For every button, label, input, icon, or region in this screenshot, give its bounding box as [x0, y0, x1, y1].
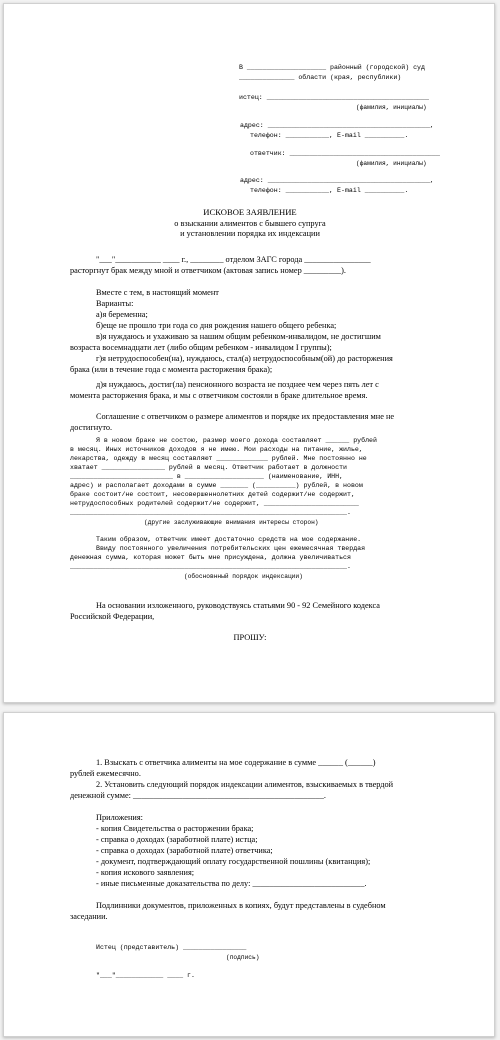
date-line: "___"____________ ____ г. — [96, 972, 195, 979]
paragraph-line: Подлинники документов, приложенных в копиях, будут представлены в судебном — [96, 901, 386, 910]
plaintiff-address: адрес: _________________________________________, — [240, 122, 434, 129]
paragraph-line: д)я нуждаюсь, достиг(ла) пенсионного возраста не позднее чем через пять лет с — [96, 380, 379, 389]
paragraph-line: ______________________________________________________________________. — [70, 563, 351, 570]
document-page-1 — [3, 3, 495, 703]
paragraph-line: в)я нуждаюсь и ухаживаю за нашим общим ребенком-инвалидом, не достигшим — [96, 332, 381, 341]
attachment-item: - справка о доходах (заработной плате) истца; — [96, 835, 258, 844]
paragraph-line: ______________________________________________________________________. — [70, 509, 351, 516]
attachment-item: - копия Свидетельства о расторжении брака; — [96, 824, 254, 833]
region-line: ______________ области (края, республики) — [239, 74, 402, 81]
paragraph-line: Таким образом, ответчик имеет достаточно средств на мое содержание. — [96, 536, 362, 543]
plaintiff-phone: телефон: ___________, E-mail __________. — [250, 132, 409, 139]
request-item: рублей ежемесячно. — [70, 769, 141, 778]
paragraph-line: достигнуто. — [70, 423, 113, 432]
request-item: 1. Взыскать с ответчика алименты на мое содержание в сумме ______ (______) — [96, 758, 376, 767]
paragraph-line: "___"___________ ____ г., ________ отделом ЗАГС города ________________ — [96, 255, 371, 264]
signature-line: Истец (представитель) ________________ — [96, 944, 247, 951]
attachments-title: Приложения: — [96, 813, 143, 822]
paragraph-line: адрес) и располагает доходами в сумме _______ (__________) рублей, в новом — [70, 482, 363, 489]
request-item: 2. Установить следующий порядок индексации алиментов, взыскиваемых в твердой — [96, 780, 394, 789]
court-line: В ____________________ районный (городской) суд — [239, 64, 425, 71]
signature-caption: (подпись) — [226, 954, 260, 961]
paragraph-line: лекарства, одежду в месяц составляют _____________ рублей. Мне постоянно не — [70, 455, 367, 462]
paragraph-line: Ввиду постоянного увеличения потребительских цен ежемесячная твердая — [96, 545, 366, 552]
paragraph-line: г)я нетрудоспособен(на), нуждаюсь, стал(а) нетрудоспособным(ой) до расторжения — [96, 354, 393, 363]
paragraph-line: брака (или в течение года с момента расторжения брака); — [70, 365, 273, 374]
defendant-address: адрес: _________________________________________, — [240, 177, 434, 184]
defendant-phone: телефон: ___________, E-mail __________. — [250, 187, 409, 194]
paragraph-line: браке состоит/не состоит, несовершеннолетних детей содержит/не содержит, — [70, 491, 355, 498]
document-page-2 — [3, 712, 495, 1037]
paragraph-line: в месяц. Иных источников доходов я не имею. Мои расходы на питание, жилье, — [70, 446, 363, 453]
paragraph-line: Я в новом браке не состою, размер моего дохода составляет ______ рублей — [96, 437, 377, 444]
paragraph-line: __________________________ в ____________________ (наименование, ИНН, — [70, 473, 344, 480]
field-caption: (другие заслуживающие внимания интересы сторон) — [144, 519, 319, 526]
paragraph-line: расторгнут брак между мной и ответчиком (актовая запись номер _________). — [70, 266, 346, 275]
paragraph-line: Российской Федерации, — [70, 612, 155, 621]
paragraph-line: хватает ________________ рублей в месяц. Ответчик работает в должности — [70, 464, 347, 471]
request-heading: ПРОШУ: — [233, 633, 267, 642]
paragraph-line: Варианты: — [96, 299, 134, 308]
document-subtitle: и установлении порядка их индексации — [180, 229, 320, 238]
paragraph-line: Вместе с тем, в настоящий момент — [96, 288, 219, 297]
paragraph-line: нетрудоспособных родителей содержит/не содержит, ________________________ — [70, 500, 359, 507]
paragraph-line: На основании изложенного, руководствуясь статьями 90 - 92 Семейного кодекса — [96, 601, 380, 610]
attachment-item: - документ, подтверждающий оплату государственной пошлины (квитанция); — [96, 857, 371, 866]
document-subtitle: о взыскании алиментов с бывшего супруга — [174, 219, 326, 228]
fio-caption: (фамилия, инициалы) — [356, 160, 427, 167]
attachment-item: - копия искового заявления; — [96, 868, 195, 877]
fio-caption: (фамилия, инициалы) — [356, 104, 427, 111]
field-caption: (обосновнный порядок индексации) — [184, 573, 303, 580]
attachment-item: - справка о доходах (заработной плате) ответчика; — [96, 846, 273, 855]
defendant-line: ответчик: ______________________________________ — [250, 150, 440, 157]
paragraph-line: а)я беременна; — [96, 310, 148, 319]
paragraph-line: Соглашение с ответчиком о размере алиментов и порядке их предоставления мне не — [96, 412, 395, 421]
paragraph-line: возраста восемнадцати лет (либо общим ребенком - инвалидом I группы); — [70, 343, 332, 352]
request-item: денежной сумме: ______________________________________________. — [70, 791, 326, 800]
paragraph-line: б)еще не прошло три года со дня рождения нашего общего ребенка; — [96, 321, 337, 330]
attachment-item: - иные письменные доказательства по делу: ___________________________. — [96, 879, 367, 888]
paragraph-line: момента расторжения брака, и мы с ответчиком состояли в браке длительное время. — [70, 391, 368, 400]
paragraph-line: денежная сумма, которая может быть мне присуждена, должна увеличиваться — [70, 554, 351, 561]
document-title: ИСКОВОЕ ЗАЯВЛЕНИЕ — [203, 207, 297, 217]
plaintiff-line: истец: _________________________________________ — [239, 94, 429, 101]
paragraph-line: заседании. — [70, 912, 108, 921]
